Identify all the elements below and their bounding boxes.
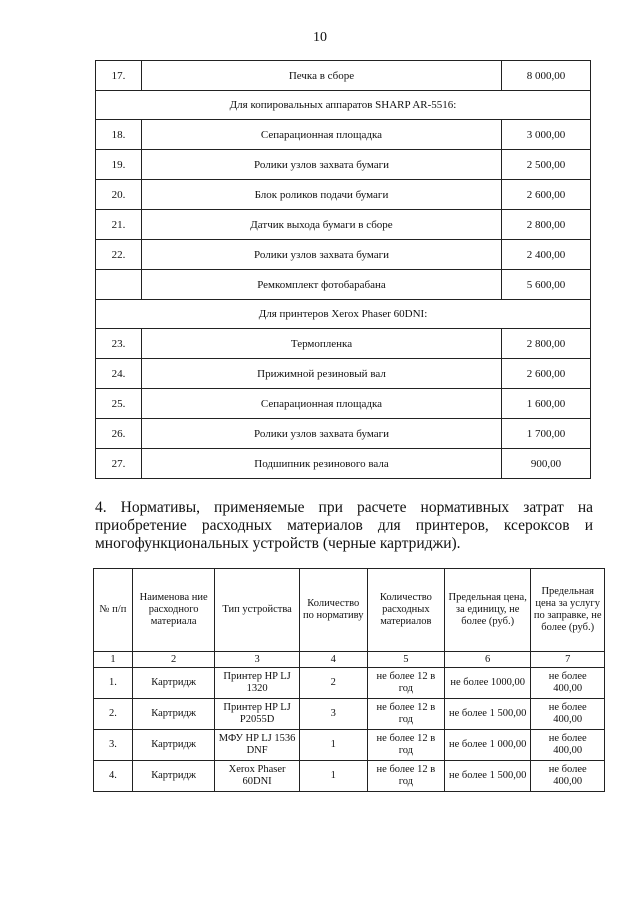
table-row [96,270,591,300]
norm-quantity: 2 [299,668,367,699]
row-number: 2. [94,699,133,730]
table-row [96,240,591,270]
row-number: 22. [96,240,142,270]
row-number: 24. [96,359,142,389]
consumables-quantity: не более 12 в год [367,668,444,699]
unit-price-limit: не более 1 000,00 [444,730,530,761]
part-price: 3 000,00 [502,120,591,150]
part-price: 2 800,00 [502,210,591,240]
column-index: 2 [132,652,215,668]
norm-quantity: 3 [299,699,367,730]
row-number: 25. [96,389,142,419]
column-index: 5 [367,652,444,668]
material-name: Картридж [132,761,215,792]
table-row [94,761,605,792]
part-price: 900,00 [502,449,591,479]
table-row [96,329,591,359]
table-row [96,389,591,419]
unit-price-limit: не более 1 500,00 [444,699,530,730]
table-row [94,730,605,761]
column-header: Наименова ние расходного материала [132,569,215,652]
part-price: 2 800,00 [502,329,591,359]
part-name: Ролики узлов захвата бумаги [142,240,502,270]
column-header: № п/п [94,569,133,652]
consumables-quantity: не более 12 в год [367,761,444,792]
refill-price-limit: не более 400,00 [531,730,605,761]
column-header: Количество по нормативу [299,569,367,652]
part-price: 2 600,00 [502,180,591,210]
section-4-heading-line: многофункциональных устройств (черные картриджи). [95,535,461,552]
part-price: 2 500,00 [502,150,591,180]
page-number: 10 [313,30,327,45]
norm-quantity: 1 [299,761,367,792]
row-number [96,270,142,300]
part-name: Ремкомплект фотобарабана [142,270,502,300]
section-row [96,91,591,120]
column-index: 6 [444,652,530,668]
part-name: Сепарационная площадка [142,120,502,150]
device-type: Принтер HP LJ P2055D [215,699,299,730]
part-name: Ролики узлов захвата бумаги [142,419,502,449]
device-type: Xerox Phaser 60DNI [215,761,299,792]
table-row [96,61,591,91]
row-number: 18. [96,120,142,150]
part-name: Термопленка [142,329,502,359]
part-name: Датчик выхода бумаги в сборе [142,210,502,240]
section-4-heading-line: приобретение расходных материалов для принтеров, ксероксов и [95,517,593,534]
part-name: Печка в сборе [142,61,502,91]
table-row [94,699,605,730]
column-header: Предельная цена за услугу по заправке, не более (руб.) [531,569,605,652]
refill-price-limit: не более 400,00 [531,668,605,699]
table-row [96,150,591,180]
part-price: 2 600,00 [502,359,591,389]
column-header: Тип устройства [215,569,299,652]
device-type: Принтер HP LJ 1320 [215,668,299,699]
consumables-quantity: не более 12 в год [367,699,444,730]
part-name: Ролики узлов захвата бумаги [142,150,502,180]
part-price: 1 700,00 [502,419,591,449]
table-row [96,180,591,210]
refill-price-limit: не более 400,00 [531,699,605,730]
device-type: МФУ HP LJ 1536 DNF [215,730,299,761]
row-number: 3. [94,730,133,761]
section-title: Для копировальных аппаратов SHARP AR-5516: [96,91,591,120]
consumables-quantity: не более 12 в год [367,730,444,761]
section-row [96,300,591,329]
part-price: 2 400,00 [502,240,591,270]
table-row [96,449,591,479]
cartridge-norms-table [93,568,605,792]
part-name: Прижимной резиновый вал [142,359,502,389]
row-number: 27. [96,449,142,479]
spare-parts-price-table [95,60,591,479]
section-title: Для принтеров Xerox Phaser 60DNI: [96,300,591,329]
column-header: Предельная цена, за единицу, не более (руб.) [444,569,530,652]
part-price: 1 600,00 [502,389,591,419]
table-row [96,359,591,389]
table-row [96,120,591,150]
material-name: Картридж [132,668,215,699]
column-index: 3 [215,652,299,668]
norm-quantity: 1 [299,730,367,761]
section-4-heading [95,499,593,553]
table-row [96,419,591,449]
section-4-heading-line: 4. Нормативы, применяемые при расчете нормативных затрат на [95,499,593,516]
column-header: Количество расходных материалов [367,569,444,652]
column-index-row [94,652,605,668]
row-number: 23. [96,329,142,359]
material-name: Картридж [132,730,215,761]
column-index: 7 [531,652,605,668]
part-name: Блок роликов подачи бумаги [142,180,502,210]
row-number: 26. [96,419,142,449]
row-number: 21. [96,210,142,240]
part-price: 5 600,00 [502,270,591,300]
row-number: 20. [96,180,142,210]
row-number: 17. [96,61,142,91]
table-row [96,210,591,240]
table-row [94,668,605,699]
material-name: Картридж [132,699,215,730]
column-index: 1 [94,652,133,668]
unit-price-limit: не более 1 500,00 [444,761,530,792]
part-price: 8 000,00 [502,61,591,91]
part-name: Сепарационная площадка [142,389,502,419]
part-name: Подшипник резинового вала [142,449,502,479]
refill-price-limit: не более 400,00 [531,761,605,792]
unit-price-limit: не более 1000,00 [444,668,530,699]
row-number: 19. [96,150,142,180]
row-number: 1. [94,668,133,699]
column-index: 4 [299,652,367,668]
row-number: 4. [94,761,133,792]
